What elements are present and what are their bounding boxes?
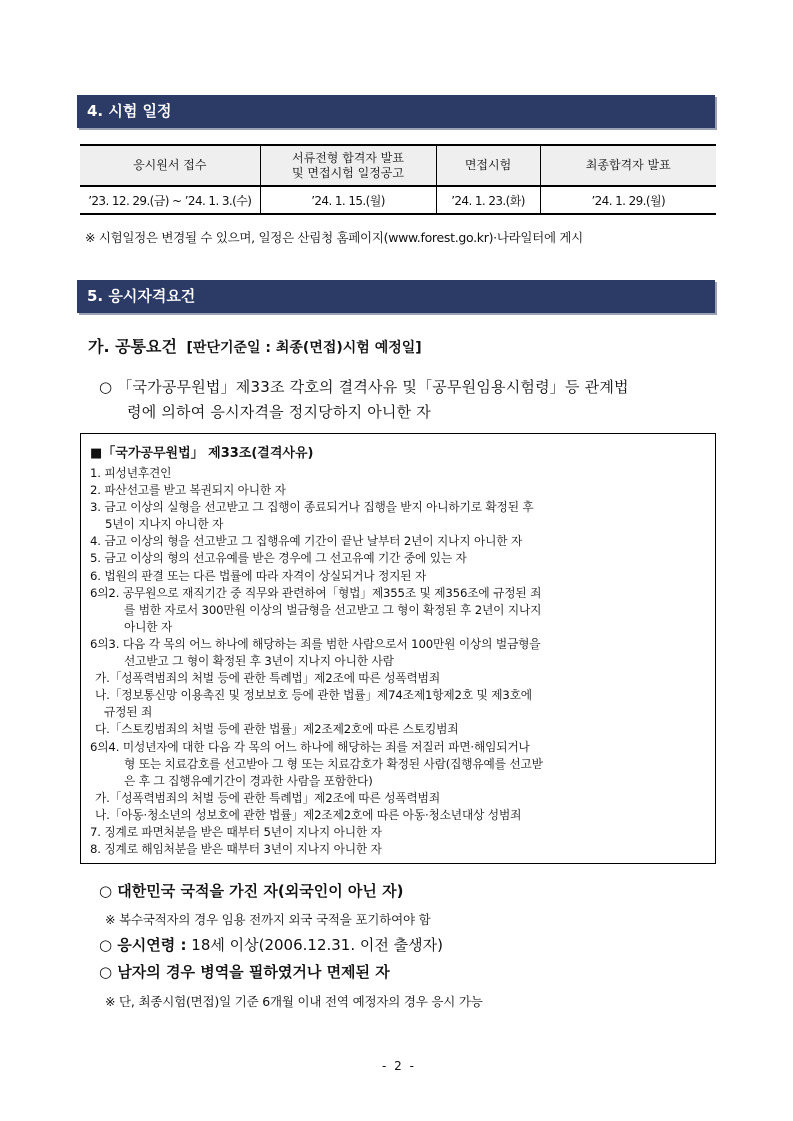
table-row bbox=[80, 186, 716, 214]
subsection-title bbox=[88, 334, 422, 357]
list-item: 7. 징계로 파면처분을 받은 때부터 5년이 지나지 아니한 자 bbox=[90, 824, 382, 839]
list-item: 1. 피성년후견인 bbox=[90, 466, 172, 480]
list-item: 나.「아동·청소년의 성보호에 관한 법률」제2조제2호에 따른 아동·청소년대상 성범죄 bbox=[95, 807, 522, 822]
list-item: 아니한 자 bbox=[124, 619, 173, 634]
list-item: 6의3. 다음 각 목의 어느 하나에 해당하는 죄를 범한 사람으로서 100만원 이상의 벌금형을 bbox=[90, 636, 541, 651]
header-application: 응시원서 접수 bbox=[80, 145, 260, 186]
common-requirement-line2: 령에 의하여 응시자격을 정지당하지 아니한 자 bbox=[127, 403, 431, 421]
list-item: 규정된 죄 bbox=[104, 705, 153, 720]
list-item: 형 또는 치료감호를 선고받아 그 형 또는 치료감호가 확정된 사람(집행유예를 선고받 bbox=[124, 756, 543, 771]
cell-application-date: ’23. 12. 29.(금) ~ ’24. 1. 3.(수) bbox=[80, 186, 260, 214]
list-item: 3. 금고 이상의 실형을 선고받고 그 집행이 종료되거나 집행을 받지 아니하기로 확정된 후 bbox=[90, 500, 534, 515]
nationality-requirement bbox=[99, 880, 403, 901]
header-interview: 면접시험 bbox=[436, 145, 540, 186]
list-item: 다.「스토킹범죄의 처벌 등에 관한 법률」제2조제2호에 따른 스토킹범죄 bbox=[95, 722, 459, 737]
section-5-header bbox=[77, 280, 715, 313]
age-requirement-label: ○ 응시연령 : bbox=[99, 936, 187, 954]
subsection-title-text: 가. 공통요건 bbox=[88, 337, 177, 356]
military-requirement bbox=[99, 961, 390, 982]
list-item: 6의4. 미성년자에 대한 다음 각 목의 어느 하나에 해당하는 죄를 저질러 파면·해임되거나 bbox=[90, 739, 530, 754]
header-document-result bbox=[260, 145, 436, 186]
subsection-criteria: [판단기준일 : 최종(면접)시험 예정일] bbox=[186, 340, 422, 356]
common-requirement-line1: ○ 「국가공무원법」제33조 각호의 결격사유 및「공무원임용시험령」등 관계법 bbox=[99, 378, 629, 396]
list-item: 2. 파산선고를 받고 복권되지 아니한 자 bbox=[90, 483, 286, 498]
age-requirement-value: 18세 이상(2006.12.31. 이전 출생자) bbox=[191, 936, 443, 954]
exam-schedule-table bbox=[80, 144, 716, 215]
header-document-result-line2: 및 면접시험 일정공고 bbox=[292, 165, 404, 180]
nationality-requirement-text: ○ 대한민국 국적을 가진 자(외국인이 아닌 자) bbox=[99, 882, 404, 900]
cell-document-result-date: ’24. 1. 15.(월) bbox=[260, 186, 436, 214]
list-item: 5. 금고 이상의 형의 선고유예를 받은 경우에 그 선고유예 기간 중에 있는 자 bbox=[90, 551, 467, 566]
list-item: 5년이 지나지 아니한 자 bbox=[105, 517, 224, 532]
section-5-title: 5. 응시자격요건 bbox=[87, 287, 196, 305]
disqualification-box bbox=[80, 433, 716, 864]
list-item: 선고받고 그 형이 확정된 후 3년이 지나지 아니한 사람 bbox=[124, 654, 394, 669]
list-item: 가.「성폭력범죄의 처벌 등에 관한 특례법」제2조에 따른 성폭력범죄 bbox=[95, 671, 440, 686]
cell-interview-date: ’24. 1. 23.(화) bbox=[436, 186, 540, 214]
page-number: - 2 - bbox=[382, 1059, 416, 1073]
schedule-note: ※ 시험일정은 변경될 수 있으며, 일정은 산림청 홈페이지(www.forest.go.kr)·나라일터에 게시 bbox=[85, 230, 583, 245]
list-item: 4. 금고 이상의 형을 선고받고 그 집행유예 기간이 끝난 날부터 2년이 지나지 아니한 자 bbox=[90, 534, 523, 549]
military-discharge-note: ※ 단, 최종시험(면접)일 기준 6개월 이내 전역 예정자의 경우 응시 가능 bbox=[105, 994, 483, 1009]
box-title: ■「국가공무원법」 제33조(결격사유) bbox=[90, 446, 314, 461]
section-4-header bbox=[77, 95, 715, 128]
table-header-row bbox=[80, 145, 716, 186]
list-item: 나.「정보통신망 이용촉진 및 정보보호 등에 관한 법률」제74조제1항제2호 및 제3호에 bbox=[95, 688, 532, 703]
military-requirement-text: ○ 남자의 경우 병역을 필하였거나 면제된 자 bbox=[99, 963, 390, 981]
list-item: 은 후 그 집행유예기간이 경과한 사람을 포함한다) bbox=[124, 773, 373, 788]
list-item: 를 범한 자로서 300만원 이상의 벌금형을 선고받고 그 형이 확정된 후 2년이 지나지 bbox=[124, 602, 542, 617]
dual-citizenship-note: ※ 복수국적자의 경우 임용 전까지 외국 국적을 포기하여야 함 bbox=[105, 912, 431, 927]
list-item: 8. 징계로 해임처분을 받은 때부터 3년이 지나지 아니한 자 bbox=[90, 842, 382, 857]
cell-final-result-date: ’24. 1. 29.(월) bbox=[540, 186, 716, 214]
list-item: 가.「성폭력범죄의 처벌 등에 관한 특례법」제2조에 따른 성폭력범죄 bbox=[95, 790, 440, 805]
list-item: 6. 법원의 판결 또는 다른 법률에 따라 자격이 상실되거나 정지된 자 bbox=[90, 568, 427, 583]
header-document-result-line1: 서류전형 합격자 발표 bbox=[292, 150, 404, 165]
section-4-title: 4. 시험 일정 bbox=[87, 102, 172, 120]
list-item: 6의2. 공무원으로 재직기간 중 직무와 관련하여「형법」제355조 및 제356조에 규정된 죄 bbox=[90, 585, 542, 600]
age-requirement bbox=[99, 934, 443, 955]
header-final-result: 최종합격자 발표 bbox=[540, 145, 716, 186]
